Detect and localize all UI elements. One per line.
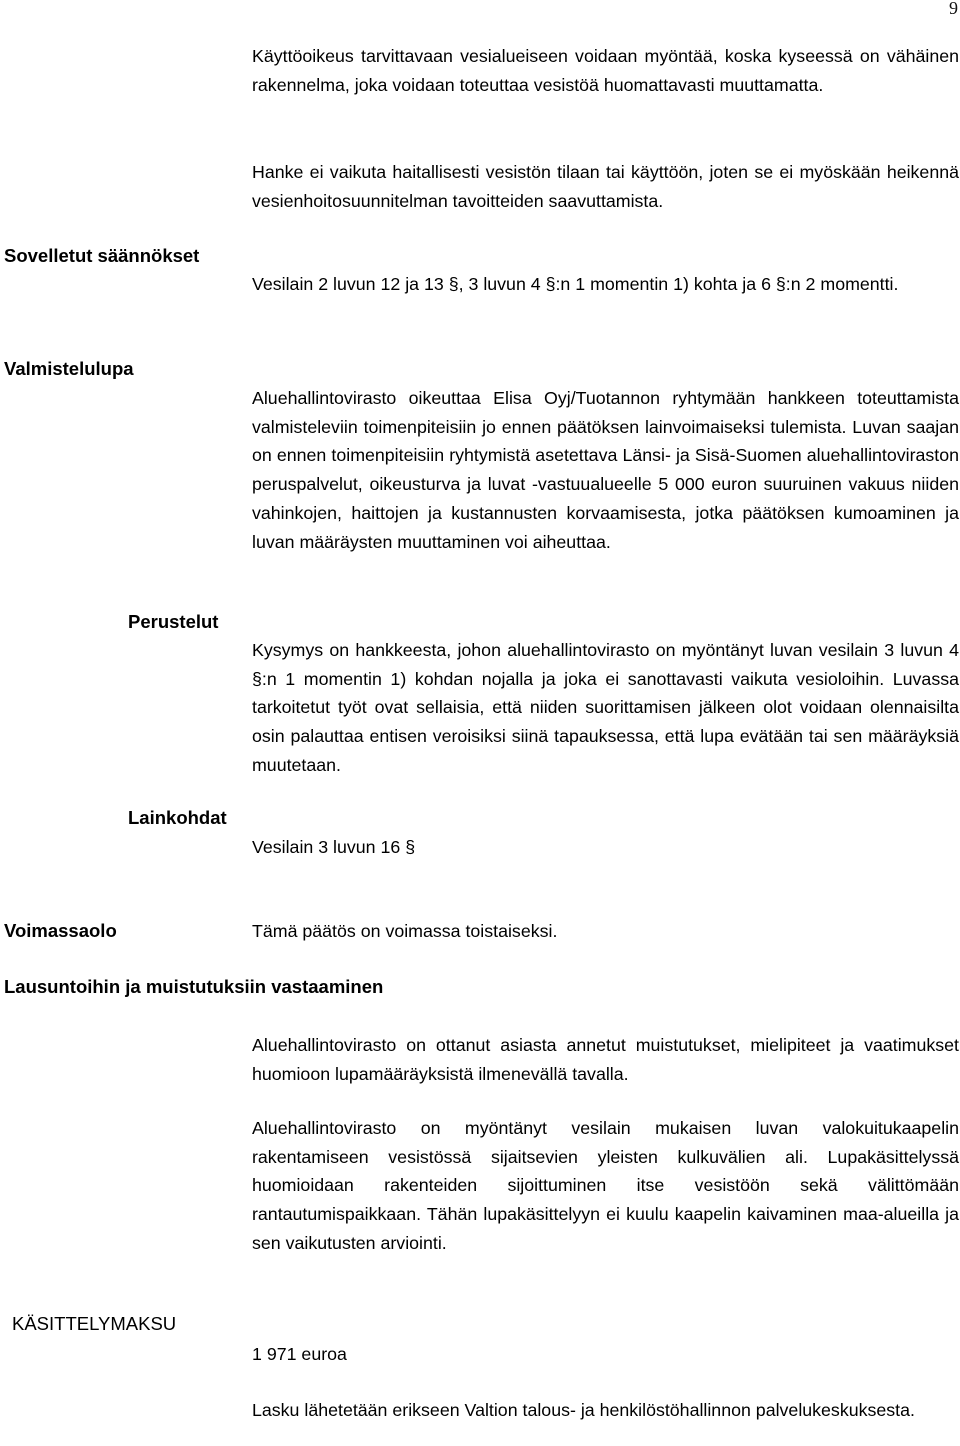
kasittelymaksu-text: Lasku lähetetään erikseen Valtion talous- ja henkilöstöhallinnon palvelukeskuksesta.: [252, 1400, 915, 1420]
perustelut-text: Kysymys on hankkeesta, johon aluehallintovirasto on myöntänyt luvan vesilain 3 luvun 4 §:n 1 momentin 1) kohdan nojalla ja joka ei sanottavasti vaikuta vesioloihin. Luvassa tarkoitetut työt ovat sellaisia, että niiden suorittamisen jälkeen olot voidaan olennaisilta osin palauttaa entisen veroisiksi siinä tapauksessa, että lupa evätään tai sen määräyksiä muutetaan.: [252, 640, 959, 775]
valmistelulupa-text: Aluehallintovirasto oikeuttaa Elisa Oyj/Tuotannon ryhtymään hankkeen toteuttamista valmisteleviin toimenpiteisiin jo ennen päätöksen lainvoimaiseksi tulemista. Luvan saajan on ennen toimenpiteisiin ryhtymistä asetettava Länsi- ja Sisä-Suomen aluehallintoviraston peruspalvelut, oikeusturva ja luvat -vastuualueelle 5 000 euron suuruinen vakuus niiden vahinkojen, haittojen ja kustannusten korvaamisesta, jotka päätöksen kumoaminen ja luvan määräysten muuttaminen voi aiheuttaa.: [252, 388, 959, 552]
lainkohdat-text: Vesilain 3 luvun 16 §: [252, 837, 416, 857]
heading-perustelut: Perustelut: [128, 611, 219, 632]
heading-lainkohdat: Lainkohdat: [128, 807, 227, 828]
heading-lausuntoihin: Lausuntoihin ja muistutuksiin vastaaminen: [4, 976, 384, 997]
lausuntoihin-paragraph-2: Aluehallintovirasto on myöntänyt vesilain mukaisen luvan valokuitukaapelin rakentamiseen vesistössä sijaitsevien yleisten kulkuvälien ali. Lupakäsittelyssä huomioidaan rakenteiden sijoittuminen itse vesistöön sekä välittömään rantautumispaikkaan. Tähän lupakäsittelyyn ei kuulu kaapelin kaivaminen maa-alueilla ja sen vaikutusten arviointi.: [252, 1118, 959, 1253]
heading-kasittelymaksu: KÄSITTELYMAKSU: [12, 1313, 177, 1334]
heading-sovelletut-saannokset: Sovelletut säännökset: [4, 245, 200, 266]
lausuntoihin-paragraph-1: Aluehallintovirasto on ottanut asiasta annetut muistutukset, mielipiteet ja vaatimukset huomioon lupamääräyksistä ilmenevällä tavalla.: [252, 1035, 959, 1084]
heading-valmistelulupa: Valmistelulupa: [4, 358, 134, 379]
intro-paragraph-2: Hanke ei vaikuta haitallisesti vesistön tilaan tai käyttöön, joten se ei myöskään heikennä vesienhoitosuunnitelman tavoitteiden saavuttamista.: [252, 162, 959, 211]
voimassaolo-text: Tämä päätös on voimassa toistaiseksi.: [252, 921, 558, 941]
page-number: 9: [949, 0, 958, 18]
sovelletut-saannokset-text: Vesilain 2 luvun 12 ja 13 §, 3 luvun 4 §:n 1 momentin 1) kohta ja 6 §:n 2 momentti.: [252, 274, 899, 294]
heading-voimassaolo: Voimassaolo: [4, 920, 117, 941]
kasittelymaksu-amount: 1 971 euroa: [252, 1344, 347, 1364]
intro-paragraph-1: Käyttöoikeus tarvittavaan vesialueiseen voidaan myöntää, koska kyseessä on vähäinen rakennelma, joka voidaan toteuttaa vesistöä huomattavasti muuttamatta.: [252, 46, 959, 95]
